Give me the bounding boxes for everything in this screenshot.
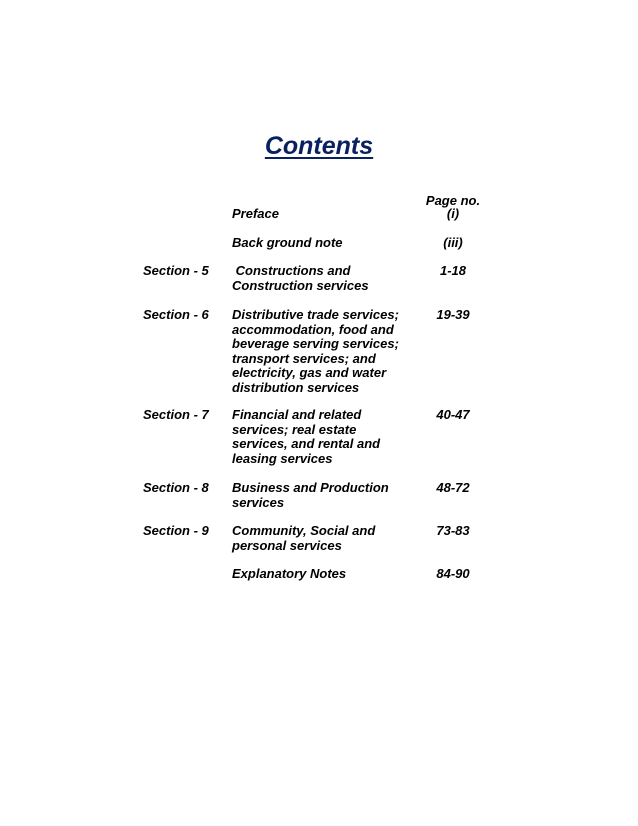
toc-section-label: Section - 6 [143,307,209,322]
toc-description: Financial and related services; real estate services, and rental and leasing services [232,407,381,466]
toc-page-range: 40-47 [436,407,470,422]
toc-description: Explanatory Notes [232,566,347,581]
toc-description: Back ground note [232,235,343,250]
page-no-header: Page no. [425,193,481,208]
toc-description: Preface [232,206,279,221]
toc-description: Business and Production services [232,480,389,510]
toc-page-range: 48-72 [436,480,470,495]
toc-page-range: 73-83 [436,523,470,538]
toc-description: Distributive trade services; accommodation, food and beverage serving services; transport services; and electricity, gas and water distribution services [232,307,399,395]
toc-description: Constructions and Construction services [232,263,369,293]
toc-page-range: (iii) [443,235,463,250]
toc-section-label: Section - 9 [143,523,209,538]
toc-page-range: 19-39 [436,307,470,322]
toc-page-range: (i) [446,206,460,221]
toc-section-label: Section - 5 [143,263,209,278]
toc-page-range: 1-18 [439,263,467,278]
toc-section-label: Section - 7 [143,407,209,422]
page-title: Contents [264,132,374,160]
toc-page-range: 84-90 [436,566,470,581]
toc-section-label: Section - 8 [143,480,209,495]
toc-description: Community, Social and personal services [232,523,376,553]
